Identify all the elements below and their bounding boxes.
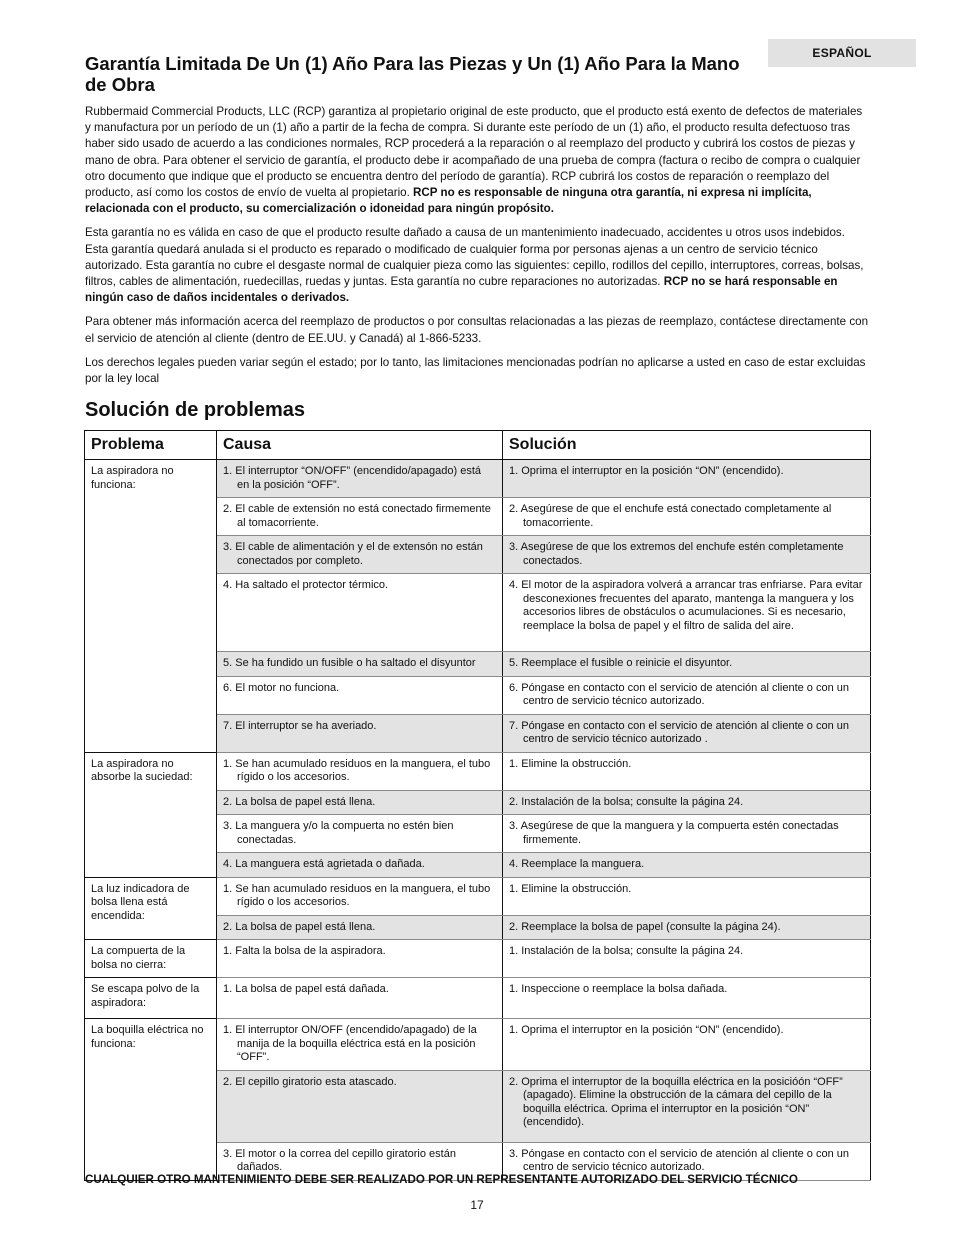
cause-cell (217, 676, 503, 714)
cause-cell (217, 498, 503, 536)
solution-text: 3. Asegúrese de que los extremos del enchufe estén completamente conectados. (509, 541, 844, 567)
solution-cell (503, 652, 871, 677)
problem-cell: La aspiradora no funciona: (85, 460, 217, 753)
cause-text: 2. La bolsa de papel está llena. (223, 920, 376, 933)
solution-text: 6. Póngase en contacto con el servicio de atención al cliente o con un centro de servicio técnico autorizado. (509, 681, 850, 707)
table-row (85, 877, 871, 915)
cause-cell (217, 1070, 503, 1142)
warranty-paragraph-3: Para obtener más información acerca del reemplazo de productos o por consultas relacionadas a las piezas de reemplazo, contáctese directamente con el servicio de atención al cliente (dentro de EE.UU. y Canadá) al 1-866-5233. (85, 315, 869, 345)
solution-text: 4. Reemplace la manguera. (509, 858, 645, 870)
solution-text: 1. Oprima el interruptor en la posición “ON” (encendido). (509, 465, 784, 477)
table-row (85, 752, 871, 790)
solution-text: 1. Elimine la obstrucción. (509, 757, 632, 770)
warranty-paragraph-4: Los derechos legales pueden variar según el estado; por lo tanto, las limitaciones mencionadas podrían no aplicarse a usted en caso de estar excluidas por la ley local (85, 355, 866, 386)
solution-text: 2. Instalación de la bolsa; consulte la página 24. (509, 795, 744, 808)
solution-text: 1. Elimine la obstrucción. (509, 882, 632, 895)
solution-cell (503, 1019, 871, 1071)
solution-text: 2. Asegúrese de que el enchufe está conectado completamente al tomacorriente. (509, 503, 832, 529)
table-header-row (85, 431, 871, 460)
cause-text: 1. La bolsa de papel está dañada. (223, 983, 389, 995)
problem-cell: La luz indicadora de bolsa llena está encendida: (85, 877, 217, 940)
header-problem: Problema (85, 431, 217, 460)
table-row (85, 940, 871, 978)
solution-text: 2. Oprima el interruptor de la boquilla eléctrica en la posicióón “OFF” (apagado). Elimine la obstrucción de la cámara del cepillo de la boquilla eléctrica. Oprima el interruptor en la posición “ON” (encendido). (509, 1075, 843, 1128)
solution-cell (503, 915, 871, 940)
problem-cell: Se escapa polvo de la aspiradora: (85, 978, 217, 1019)
cause-cell (217, 978, 503, 1019)
solution-cell (503, 498, 871, 536)
cause-text: 2. El cepillo giratorio esta atascado. (223, 1075, 397, 1088)
solution-text: 2. Reemplace la bolsa de papel (consulte la página 24). (509, 920, 781, 933)
cause-text: 1. El interruptor “ON/OFF” (encendido/apagado) está en la posición “OFF”. (223, 465, 482, 491)
solution-cell (503, 978, 871, 1019)
table-row (85, 978, 871, 1019)
troubleshooting-title: Solución de problemas (85, 399, 306, 421)
solution-text: 1. Inspeccione o reemplace la bolsa dañada. (509, 983, 728, 995)
cause-text: 5. Se ha fundido un fusible o ha saltado el disyuntor (223, 657, 476, 669)
cause-text: 6. El motor no funciona. (223, 681, 340, 694)
solution-text: 3. Póngase en contacto con el servicio de atención al cliente o con un centro de servicio técnico autorizado. (509, 1147, 850, 1173)
solution-cell (503, 877, 871, 915)
troubleshooting-body (85, 460, 871, 1181)
cause-text: 1. El interruptor ON/OFF (encendido/apagado) de la manija de la boquilla eléctrica está en la posición “OFF”. (223, 1024, 477, 1063)
solution-cell (503, 460, 871, 498)
cause-cell (217, 752, 503, 790)
cause-text: 4. Ha saltado el protector térmico. (223, 579, 389, 591)
header-cause: Causa (217, 431, 503, 460)
cause-text: 1. Se han acumulado residuos en la manguera, el tubo rígido o los accesorios. (223, 757, 491, 783)
problem-cell: La compuerta de la bolsa no cierra: (85, 940, 217, 978)
cause-cell (217, 877, 503, 915)
solution-text: 4. El motor de la aspiradora volverá a arrancar tras enfriarse. Para evitar desconexiones frecuentes del aparato, mantenga la manguera y los accesorios libres de obstáculos o acumulaciones. Si es necesario, reemplace la bolsa de papel y el filtro de salida del aire. (509, 579, 863, 632)
cause-text: 2. El cable de extensión no está conectado firmemente al tomacorriente. (223, 503, 491, 529)
warranty-paragraph-2: Esta garantía no es válida en caso de que el producto resulte dañado a causa de un mantenimiento inadecuado, accidentes u otros usos indebidos. Esta garantía quedará anulada si el producto es reparado o modificado de cualquier forma por personas ajenas a un centro de servicio técnico autorizado. Esta garantía no cubre el desgaste normal de cualquier pieza como las siguientes: cepillo, rodillos del cepillo, interruptores, correas, bolsas, filtros, cables de alimentación, ruedecillas, ruedas y juntas. Esta garantía no cubre reparaciones no autorizadas. RCP no se hará responsable en ningún caso de daños incidentales o derivados. (85, 226, 864, 305)
warranty-title: Garantía Limitada De Un (1) Año Para las Piezas y Un (1) Año Para la Mano de Obra (85, 53, 740, 95)
cause-text: 3. El motor o la correa del cepillo giratorio están dañados. (223, 1147, 456, 1173)
solution-cell (503, 853, 871, 878)
cause-cell (217, 714, 503, 752)
cause-cell (217, 853, 503, 878)
solution-cell (503, 676, 871, 714)
liability-disclaimer: RCP no se hará responsable en ningún caso de daños incidentales o derivados. (85, 275, 838, 305)
cause-cell (217, 460, 503, 498)
problem-cell: La aspiradora no absorbe la suciedad: (85, 752, 217, 877)
solution-text: 3. Asegúrese de que la manguera y la compuerta estén conectadas firmemente. (509, 820, 839, 846)
footer-note: CUALQUIER OTRO MANTENIMIENTO DEBE SER REALIZADO POR UN REPRESENTANTE AUTORIZADO DEL SERVICIO TÉCNICO (85, 1173, 798, 1186)
cause-cell (217, 790, 503, 815)
cause-cell (217, 915, 503, 940)
solution-text: 5. Reemplace el fusible o reinicie el disyuntor. (509, 657, 733, 669)
cause-text: 3. El cable de alimentación y el de extensón no están conectados por completo. (223, 541, 483, 567)
solution-cell (503, 940, 871, 978)
cause-text: 1. Falta la bolsa de la aspiradora. (223, 945, 386, 957)
solution-cell (503, 790, 871, 815)
page-number: 17 (470, 1198, 484, 1212)
warranty-disclaimer: RCP no es responsable de ninguna otra garantía, ni expresa ni implícita, relacionada con el producto, su comercialización o idoneidad para ningún propósito. (85, 186, 812, 216)
solution-cell (503, 815, 871, 853)
cause-text: 1. Se han acumulado residuos en la manguera, el tubo rígido o los accesorios. (223, 882, 491, 908)
cause-text: 4. La manguera está agrietada o dañada. (223, 858, 425, 870)
cause-cell (217, 940, 503, 978)
solution-text: 1. Instalación de la bolsa; consulte la página 24. (509, 945, 744, 957)
cause-cell (217, 536, 503, 574)
cause-cell (217, 652, 503, 677)
solution-cell (503, 536, 871, 574)
solution-cell (503, 714, 871, 752)
cause-cell (217, 1019, 503, 1071)
cause-cell (217, 815, 503, 853)
warranty-body (85, 104, 870, 395)
solution-text: 1. Oprima el interruptor en la posición “ON” (encendido). (509, 1024, 784, 1036)
cause-text: 2. La bolsa de papel está llena. (223, 795, 376, 808)
table-row (85, 1019, 871, 1071)
solution-cell (503, 1070, 871, 1142)
problem-cell: La boquilla eléctrica no funciona: (85, 1019, 217, 1181)
warranty-paragraph-1: Rubbermaid Commercial Products, LLC (RCP) garantiza al propietario original de este producto, que el producto está exento de defectos de materiales y manufactura por un período de un (1) año a partir de la fecha de compra. Si durante este período de un (1) año, el producto resulta defectuoso tras haber sido usado de acuerdo a las condiciones normales, RCP procederá a la reparación o al reemplazo del producto y cubrirá los costos de piezas y mano de obra. Para obtener el servicio de garantía, el producto debe ir acompañado de una prueba de compra (factura o recibo de compra o cualquier otro documento que indique que el producto se encuentra dentro del período de garantía). RCP cubrirá los costos de reparación o reemplazo del producto, así como los costos de envío de vuelta al propietario. RCP no es responsable de ninguna otra garantía, ni expresa ni implícita, relacionada con el producto, su comercialización o idoneidad para ningún propósito. (85, 105, 863, 216)
header-solution: Solución (503, 431, 871, 460)
solution-cell (503, 752, 871, 790)
table-row (85, 460, 871, 498)
solution-cell (503, 574, 871, 652)
solution-text: 7. Póngase en contacto con el servicio de atención al cliente o con un centro de servicio técnico autorizado . (509, 719, 850, 745)
cause-text: 3. La manguera y/o la compuerta no estén bien conectadas. (223, 820, 454, 846)
troubleshooting-table (84, 430, 871, 1181)
cause-cell (217, 574, 503, 652)
cause-text: 7. El interruptor se ha averiado. (223, 719, 377, 732)
language-tab: ESPAÑOL (768, 39, 916, 67)
